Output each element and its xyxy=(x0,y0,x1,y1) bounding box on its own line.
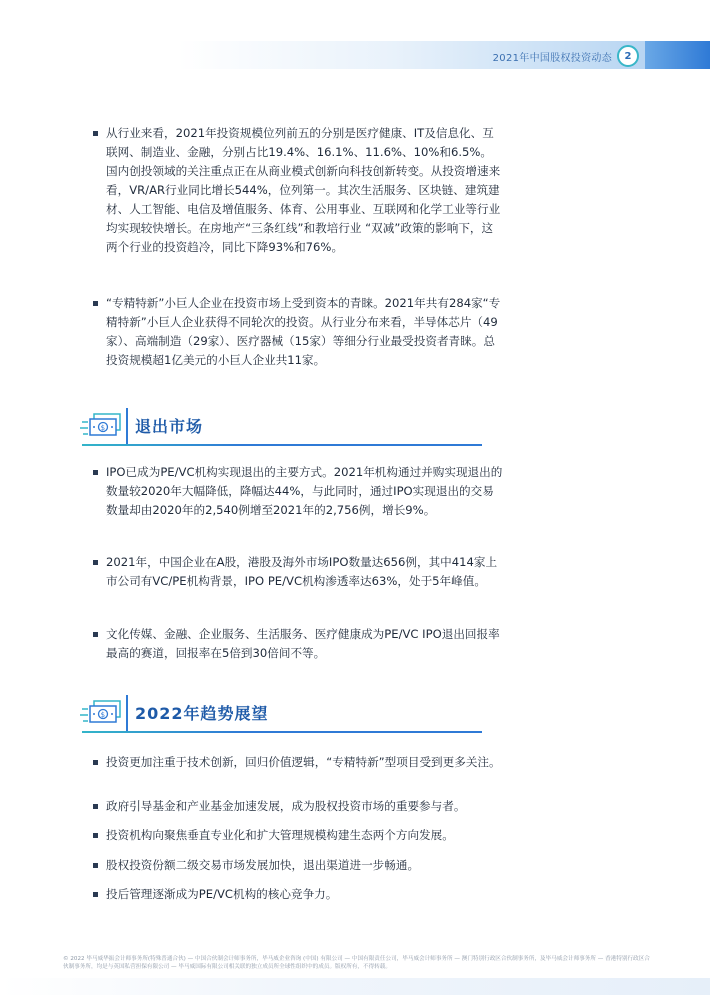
section-underline xyxy=(82,731,482,733)
header-title: 2021年中国股权投资动态 xyxy=(492,53,612,64)
section-title: 2022年趋势展望 xyxy=(135,704,269,723)
svg-text:$: $ xyxy=(100,423,106,432)
section-header-exit xyxy=(80,408,480,448)
bullet-square-icon xyxy=(93,833,98,838)
bullet-text: “专精特新”小巨人企业在投资市场上受到资本的青睐。2021年共有284家“专精特新”小巨人企业获得不同轮次的投资。从行业分布来看，半导体芯片（49家）、高端制造（29家）、医疗器械（15家）等细分行业最受投资者青睐。总投资规模超1亿美元的小巨人企业共11家。 xyxy=(106,296,501,367)
bullet-text: 政府引导基金和产业基金加速发展，成为股权投资市场的重要参与者。 xyxy=(106,799,466,813)
header-accent-bar xyxy=(645,41,710,69)
bullet-text: 股权投资份额二级交易市场发展加快，退出渠道进一步畅通。 xyxy=(106,858,420,872)
list-item xyxy=(93,826,503,845)
list-item xyxy=(93,294,503,370)
bullet-square-icon xyxy=(93,760,98,765)
money-bill-icon xyxy=(80,697,128,731)
bullet-text: IPO已成为PE/VC机构实现退出的主要方式。2021年机构通过并购实现退出的数量较2020年大幅降低，降幅达44%，与此同时，通过IPO实现退出的交易数量却由2020年的2,540例增至2021年的2,756例，增长9%。 xyxy=(106,465,503,517)
page-number-badge: 2 xyxy=(617,45,639,67)
bullet-text: 投资机构向聚焦垂直专业化和扩大管理规模构建生态两个方向发展。 xyxy=(106,828,454,842)
bullet-square-icon xyxy=(93,892,98,897)
bullet-text: 2021年，中国企业在A股，港股及海外市场IPO数量达656例，其中414家上市公司有VC/PE机构背景，IPO PE/VC机构渗透率达63%，处于5年峰值。 xyxy=(106,555,498,588)
bullet-square-icon xyxy=(93,863,98,868)
bullet-text: 从行业来看，2021年投资规模位列前五的分别是医疗健康、IT及信息化、互联网、制造业、金融，分别占比19.4%、16.1%、11.6%、10%和6.5%。国内创投领域的关注重点正在从商业模式创新向科技创新转变。从投资增速来看，VR/AR行业同比增长544%，位列第一。其次生活服务、区块链、建筑建材、人工智能、电信及增值服务、体育、公用事业、互联网和化学工业等行业均实现较快增长。在房地产“三条红线”和教培行业 “双减”政策的影响下，这两个行业的投资趋冷，同比下降93%和76%。 xyxy=(106,126,501,254)
bullet-square-icon xyxy=(93,301,98,306)
section-underline xyxy=(82,444,482,446)
bullet-text: 投后管理逐渐成为PE/VC机构的核心竞争力。 xyxy=(106,887,338,901)
bullet-square-icon xyxy=(93,632,98,637)
list-item xyxy=(93,463,503,520)
footer-band xyxy=(0,978,710,995)
list-item xyxy=(93,797,503,816)
section-divider xyxy=(126,408,128,444)
money-bill-icon xyxy=(80,410,128,444)
bullet-text: 文化传媒、金融、企业服务、生活服务、医疗健康成为PE/VC IPO退出回报率最高的赛道，回报率在5倍到30倍间不等。 xyxy=(106,627,500,660)
list-item xyxy=(93,856,503,875)
footer-copyright: © 2022 毕马威华振会计师事务所(特殊普通合伙) — 中国合伙制会计师事务所，毕马威企业咨询 (中国) 有限公司 — 中国有限责任公司，毕马威会计师事务所 — 澳门特别行政区合伙制事务所，及毕马威会计师事务所 — 香港特别行政区合伙制事务所，均是与英国私营担保有限公司 — 毕马威国际有限公司相关联的独立成员所全球性组织中的成员。版权所有，不得转载。 xyxy=(63,956,650,970)
section-header-outlook xyxy=(80,695,480,735)
list-item xyxy=(93,753,503,772)
list-item xyxy=(93,625,503,663)
bullet-square-icon xyxy=(93,560,98,565)
bullet-text: 投资更加注重于技术创新，回归价值逻辑，“专精特新”型项目受到更多关注。 xyxy=(106,755,501,769)
list-item xyxy=(93,124,503,257)
bullet-square-icon xyxy=(93,804,98,809)
section-divider xyxy=(126,695,128,731)
list-item xyxy=(93,553,503,591)
bullet-square-icon xyxy=(93,470,98,475)
bullet-square-icon xyxy=(93,131,98,136)
section-title: 退出市场 xyxy=(135,417,204,436)
list-item xyxy=(93,885,503,904)
svg-text:$: $ xyxy=(100,710,106,719)
